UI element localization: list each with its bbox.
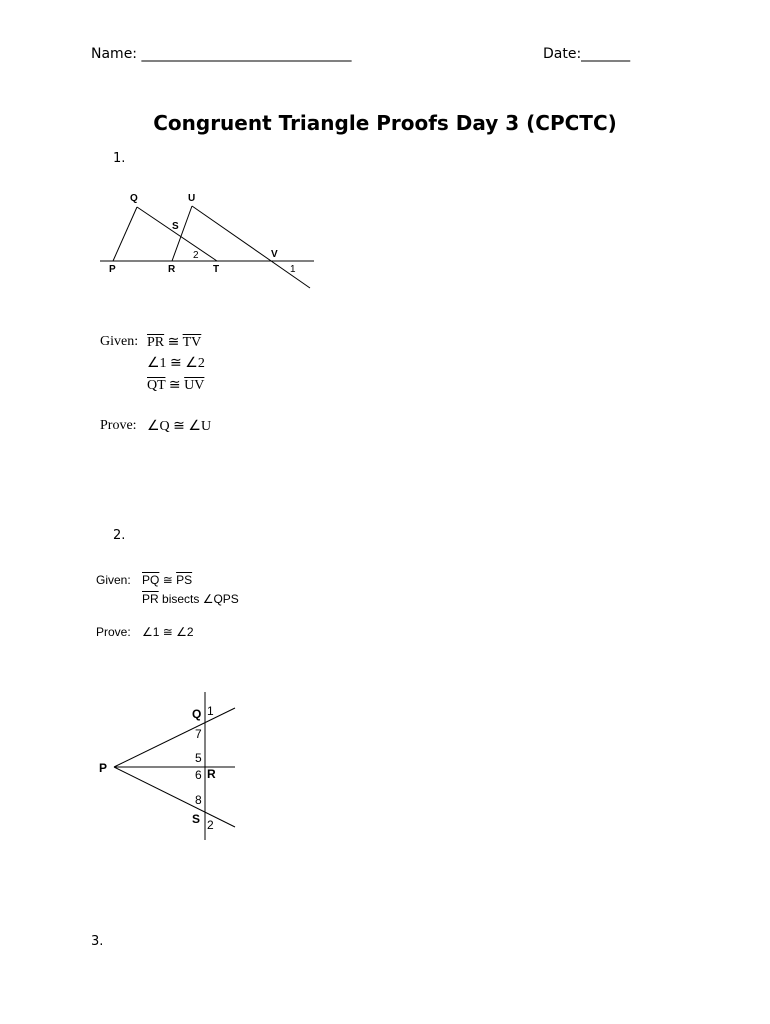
- label-s: S: [172, 221, 179, 232]
- label-u: U: [188, 193, 196, 204]
- problem-2-number: 2.: [113, 528, 126, 543]
- label-r: R: [168, 264, 176, 275]
- label-q2: Q: [192, 707, 202, 721]
- angle-2-label-2: 2: [207, 818, 214, 832]
- problem-3-number: 3.: [91, 934, 104, 949]
- given-1-statement-3: $\overline{QT}$ ≅ $\overline{UV}$: [147, 378, 205, 393]
- given-label-1: Given:: [100, 334, 139, 349]
- label-s2: S: [192, 812, 201, 826]
- label-v: V: [271, 249, 278, 260]
- date-line: Date:_______: [543, 46, 631, 62]
- name-line: Name: ______________________________: [91, 46, 352, 62]
- given-2-statement-2: $\overline{PR}$ bisects ∠QPS: [142, 592, 239, 606]
- angle-1-label-2: 1: [207, 704, 214, 718]
- problem-2-diagram: [95, 688, 245, 848]
- problem-1-number: 1.: [113, 151, 126, 166]
- problem-1-diagram: [92, 186, 332, 296]
- given-label-2: Given:: [96, 573, 131, 587]
- prove-1-statement: ∠Q ≅ ∠U: [147, 419, 212, 434]
- given-2-statement-1: $\overline{PQ}$ ≅ $\overline{PS}$: [142, 573, 193, 587]
- prove-label-2: Prove:: [96, 625, 131, 639]
- angle-8-label: 8: [195, 793, 202, 807]
- label-q: Q: [130, 193, 138, 204]
- label-p2: P: [99, 761, 108, 775]
- angle-1-label: 1: [290, 264, 296, 275]
- prove-label-1: Prove:: [100, 418, 137, 433]
- given-1-statement-2: ∠1 ≅ ∠2: [147, 356, 205, 371]
- label-t: T: [213, 264, 220, 275]
- angle-6-label: 6: [195, 768, 202, 782]
- given-1-statement-1: $\overline{PR}$ ≅ $\overline{TV}$: [147, 335, 202, 350]
- label-r2: R: [207, 767, 216, 781]
- page-title: Congruent Triangle Proofs Day 3 (CPCTC): [153, 111, 617, 135]
- angle-7-label: 7: [195, 727, 202, 741]
- label-p: P: [109, 264, 116, 275]
- prove-2-statement: ∠1 ≅ ∠2: [142, 625, 194, 639]
- angle-2-label: 2: [193, 250, 199, 261]
- angle-5-label: 5: [195, 751, 202, 765]
